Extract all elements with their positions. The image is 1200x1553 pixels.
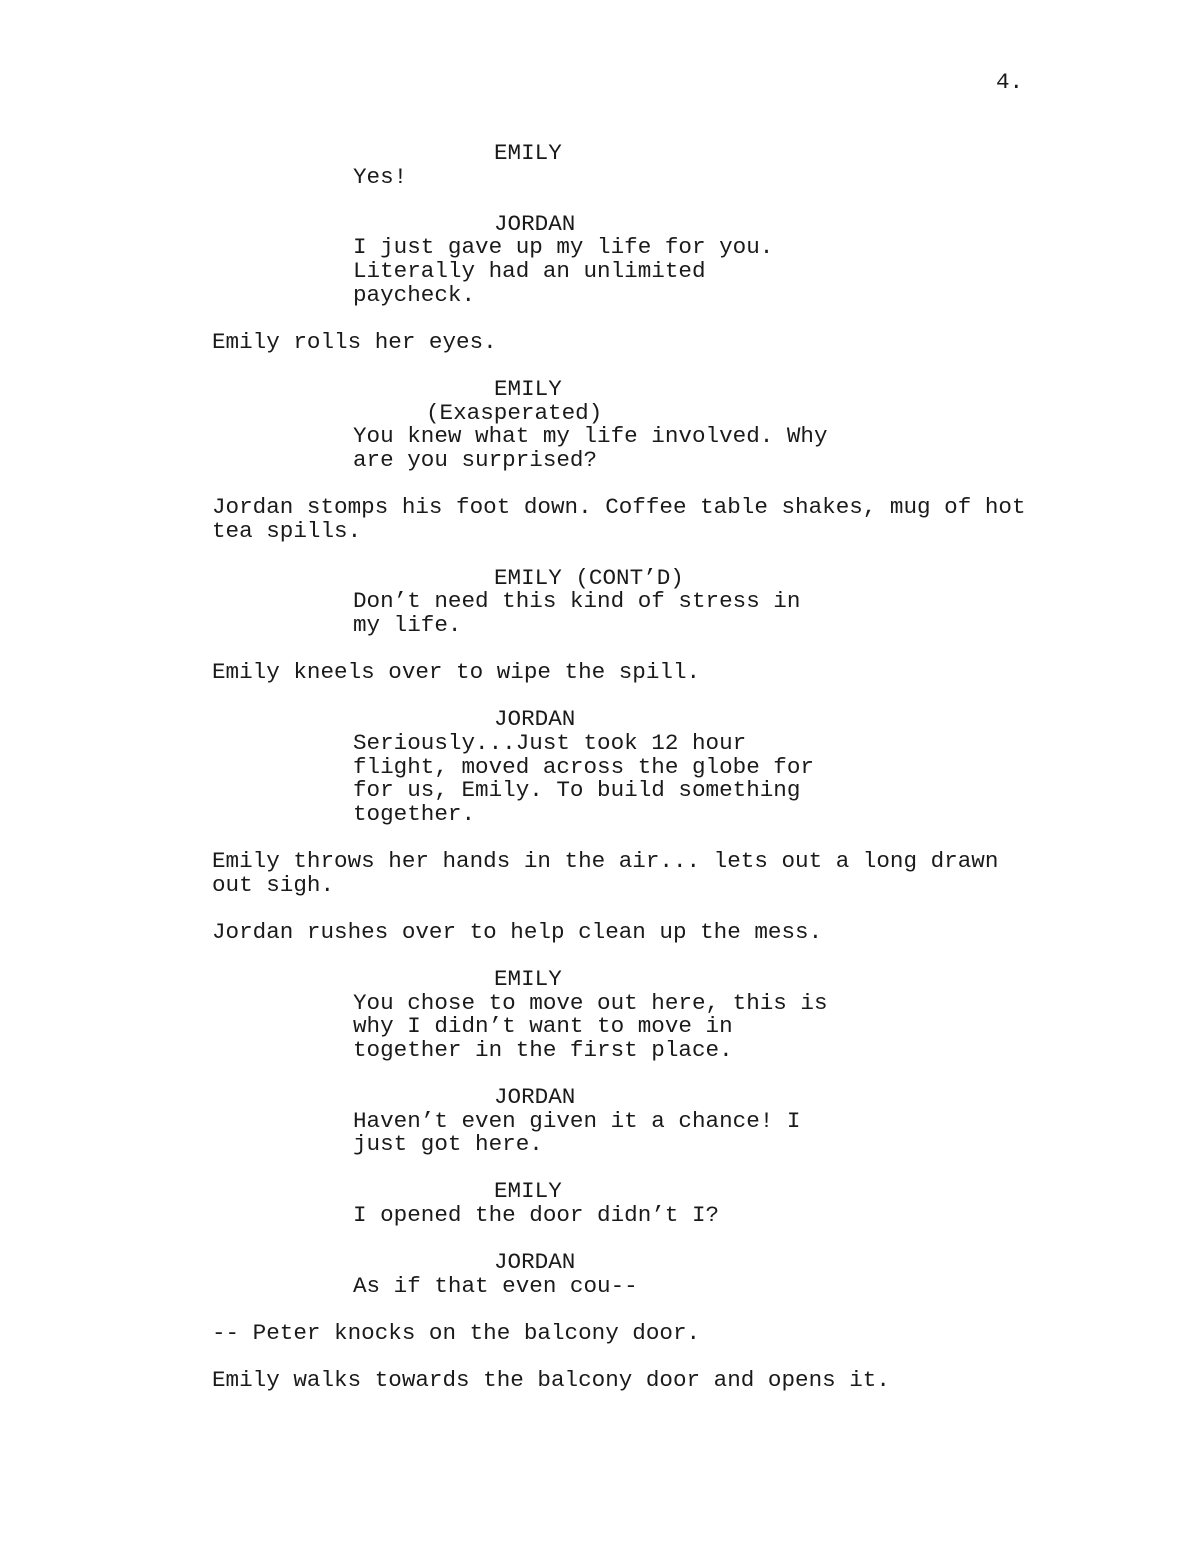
parenthetical: (Exasperated): [426, 399, 603, 426]
action-line: Emily kneels over to wipe the spill.: [212, 659, 701, 686]
dialogue-line: I just gave up my life for you.: [353, 234, 774, 261]
action-line: Jordan rushes over to help clean up the mess.: [212, 918, 823, 945]
character-cue: JORDAN: [494, 1249, 576, 1276]
character-cue: EMILY: [494, 1178, 562, 1205]
action-line: -- Peter knocks on the balcony door.: [212, 1320, 701, 1346]
character-cue: EMILY: [494, 966, 562, 992]
action-line: Jordan stomps his foot down. Coffee table shakes, mug of hot: [212, 494, 1026, 520]
dialogue-line: paycheck.: [353, 281, 476, 308]
action-line: Emily throws her hands in the air... lets out a long drawn: [212, 848, 999, 874]
action-line: Emily walks towards the balcony door and opens it.: [212, 1367, 890, 1394]
dialogue-line: why I didn’t want to move in: [353, 1013, 733, 1040]
dialogue-line: Seriously...Just took 12 hour: [353, 730, 747, 756]
action-line: Emily rolls her eyes.: [212, 328, 497, 355]
dialogue-line: Yes!: [353, 163, 408, 190]
character-cue: JORDAN: [494, 706, 576, 733]
page-number: 4.: [996, 69, 1024, 95]
character-cue: JORDAN: [494, 210, 576, 237]
character-cue: JORDAN: [494, 1084, 576, 1110]
character-cue: EMILY: [494, 376, 562, 402]
dialogue-line: Don’t need this kind of stress in: [353, 588, 801, 615]
action-line: tea spills.: [212, 517, 362, 544]
dialogue-line: are you surprised?: [353, 446, 598, 473]
dialogue-line: Haven’t even given it a chance! I: [353, 1107, 801, 1134]
dialogue-line: for us, Emily. To build something: [353, 777, 801, 804]
character-cue: EMILY (CONT’D): [494, 564, 684, 591]
dialogue-line: flight, moved across the globe for: [353, 753, 814, 780]
dialogue-line: You knew what my life involved. Why: [353, 423, 828, 450]
dialogue-line: Literally had an unlimited: [353, 258, 706, 284]
character-cue: EMILY: [494, 140, 562, 166]
dialogue-line: my life.: [353, 612, 462, 638]
action-line: out sigh.: [212, 871, 335, 898]
dialogue-line: together.: [353, 800, 476, 827]
dialogue-line: together in the first place.: [353, 1036, 733, 1063]
dialogue-line: You chose to move out here, this is: [353, 989, 828, 1016]
dialogue-line: I opened the door didn’t I?: [353, 1202, 720, 1228]
dialogue-line: just got here.: [353, 1131, 543, 1158]
dialogue-line: As if that even cou--: [353, 1272, 638, 1299]
